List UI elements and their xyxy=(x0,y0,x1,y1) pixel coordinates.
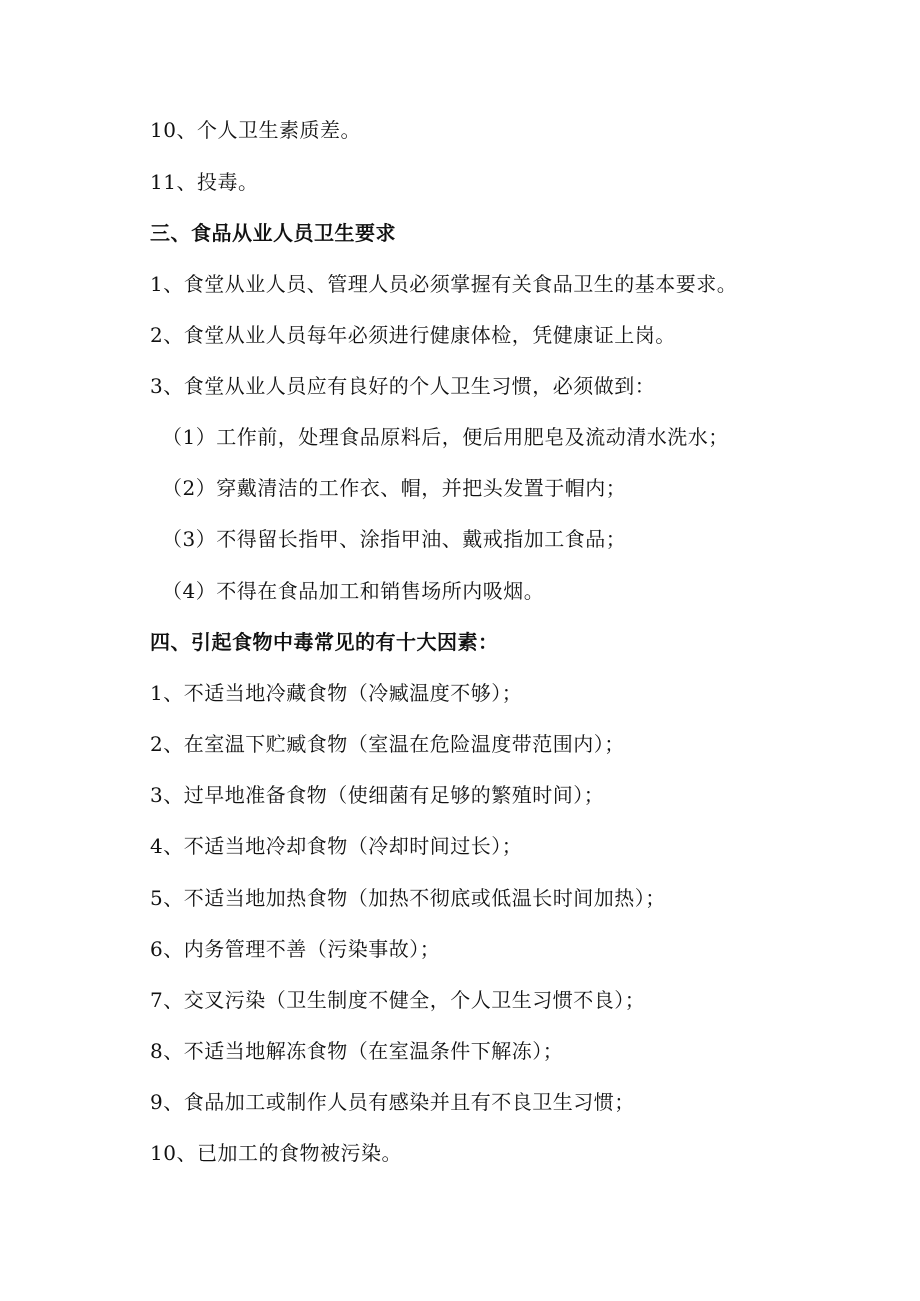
section-heading: 三、食品从业人员卫生要求 xyxy=(150,221,396,245)
list-item: 3、食堂从业人员应有良好的个人卫生习惯，必须做到： xyxy=(150,374,656,398)
list-item: 1、食堂从业人员、管理人员必须掌握有关食品卫生的基本要求。 xyxy=(150,272,738,296)
sub-list-item: （2）穿戴清洁的工作衣、帽，并把头发置于帽内； xyxy=(162,476,627,500)
list-item: 9、食品加工或制作人员有感染并且有不良卫生习惯； xyxy=(150,1090,635,1114)
list-item: 2、在室温下贮臧食物（室温在危险温度带范围内）； xyxy=(150,732,625,756)
list-item: 5、不适当地加热食物（加热不彻底或低温长时间加热）； xyxy=(150,886,666,910)
sub-list-item: （4）不得在食品加工和销售场所内吸烟。 xyxy=(162,579,545,603)
section-heading: 四、引起食物中毒常见的有十大因素： xyxy=(150,630,499,654)
list-item: 8、不适当地解冻食物（在室温条件下解冻）； xyxy=(150,1039,564,1063)
list-item: 1、不适当地冷藏食物（冷臧温度不够）； xyxy=(150,681,523,705)
list-item: 3、过早地准备食物（使细菌有足够的繁殖时间）； xyxy=(150,783,605,807)
sub-list-item: （3）不得留长指甲、涂指甲油、戴戒指加工食品； xyxy=(162,527,627,551)
list-item: 7、交叉污染（卫生制度不健全，个人卫生习惯不良）； xyxy=(150,988,646,1012)
list-item: 10、已加工的食物被污染。 xyxy=(150,1141,402,1165)
list-item: 6、内务管理不善（污染事故）； xyxy=(150,937,441,961)
list-item: 11、投毒。 xyxy=(150,170,259,194)
sub-list-item: （1）工作前，处理食品原料后，便后用肥皂及流动清水洗水； xyxy=(162,425,729,449)
list-item: 4、不适当地冷却食物（冷却时间过长）； xyxy=(150,834,523,858)
list-item: 2、食堂从业人员每年必须进行健康体检，凭健康证上岗。 xyxy=(150,323,676,347)
list-item: 10、个人卫生素质差。 xyxy=(150,118,361,142)
